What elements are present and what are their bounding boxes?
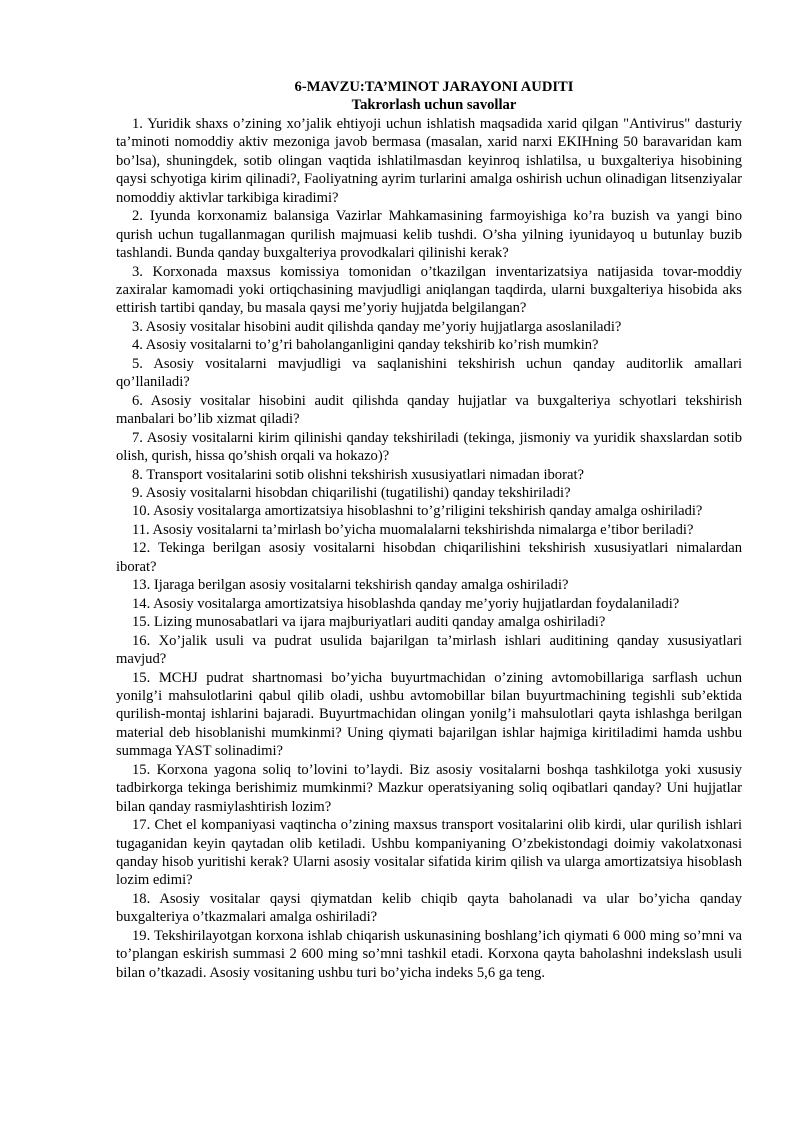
question-item <box>116 502 742 520</box>
question-text: Iyunda korxonamiz balansiga Vazirlar Mahkamasining farmoyishiga ko’ra buzish va yangi bino qurish uchun tugallanmagan qurilish majmuasi kelib tushdi. O’sha yilning iyunidayoq u butunlay buzib tashlandi. Bunda qanday buxgalteriya provodkalari qilinishi kerak? <box>116 208 742 262</box>
question-item <box>116 429 742 466</box>
question-text: Lizing munosabatlari va ijara majburiyatlari auditi qanday amalga oshiriladi? <box>153 614 606 631</box>
question-number: 15. <box>132 669 151 686</box>
question-number: 15. <box>132 614 151 631</box>
question-item <box>116 484 742 502</box>
question-number: 3. <box>132 318 143 335</box>
question-item <box>116 595 742 613</box>
question-number: 10. <box>132 503 151 520</box>
question-item <box>116 207 742 262</box>
question-number: 9. <box>132 484 143 501</box>
question-text: Asosiy vositalarni to’g’ri baholanganligini qanday tekshirib ko’rish mumkin? <box>145 337 599 354</box>
question-text: Yuridik shaxs o’zining xo’jalik ehtiyoji uchun ishlatish maqsadida xarid qilgan "Antivirus" dasturiy ta’minoti nomoddiy aktiv mezoniga javob bermasa (masalan, xarid narxi EKIHning 50 baravaridan kam bo’lsa), shuningdek, sotib olingan vaqtida ishlatilmasdan keyinroq ishlatilsa, u buxgalteriya hisobining qaysi schyotiga kirim qilinadi?, Faoliyatning ayrim turlarini amalga oshirish uchun olinadigan litsenziyalar nomoddiy aktivlar tarkibiga kiradimi? <box>116 115 743 206</box>
question-text: MCHJ pudrat shartnomasi bo’yicha buyurtmachidan o’zining avtomobillariga sarflash uchun yonilg’i mahsulotlarini qabul qilib oladi, ushbu avtomobillar bilan buyurtmachining tegishli sub’ektida qurilish-montaj ishlarini bajaradi. Buyurtmachidan olingan yonilg’i mahsulotlari qayta ishlashga berilgan material deb hisoblanishi mumkinmi? Uning qiymati bajarilgan ishlar hajmiga kiritiladimi hamda ushbu summaga YAST solinadimi? <box>116 669 742 760</box>
question-number: 7. <box>132 429 143 446</box>
question-item <box>116 576 742 594</box>
question-number: 6. <box>132 392 143 409</box>
question-number: 16. <box>132 632 151 649</box>
question-number: 1. <box>132 115 143 132</box>
question-text: Tekinga berilgan asosiy vositalarni hisobdan chiqarilishini tekshirish xususiyatlari nimalardan iborat? <box>116 540 742 575</box>
question-item <box>116 890 742 927</box>
question-text: Asosiy vositalar hisobini audit qilishda qanday hujjatlar va buxgalteriya schyotlari tekshirish manbalari bo’lib xizmat qiladi? <box>116 392 742 428</box>
question-text: Ijaraga berilgan asosiy vositalarni tekshirish qanday amalga oshiriladi? <box>153 577 569 594</box>
question-item <box>116 632 742 669</box>
question-number: 15. <box>132 761 151 778</box>
question-number: 12. <box>132 540 151 557</box>
question-number: 18. <box>132 890 151 907</box>
question-text: Chet el kompaniyasi vaqtincha o’zining maxsus transport vositalarini olib kirdi, ular qurilish ishlari tugaganidan keyin qaytadan olib ketiladi. Ushbu kompaniyaning O’zbekistondagi doimiy vakolatxonasi qanday hisob yuritishi kerak? Ularni asosiy vositalar sifatida kirim qilish va ularga amortizatsiya hisoblash lozim edimi? <box>116 817 742 889</box>
question-item <box>116 263 742 318</box>
question-text: Asosiy vositalar qaysi qiymatdan kelib chiqib qayta baholanadi va ular bo’yicha qanday buxgalteriya o’tkazmalari amalga oshiriladi? <box>116 890 742 926</box>
question-item <box>116 318 742 336</box>
question-text: Tekshirilayotgan korxona ishlab chiqarish uskunasining boshlang’ich qiymati 6 000 ming so’mni va to’plangan eskirish summasi 2 600 ming so’mni tashkil etadi. Korxona qayta baholashni indekslash usuli bilan o’tkazadi. Asosiy vositaning ushbu turi bo’yicha indeks 5,6 ga teng. <box>116 927 743 981</box>
question-item <box>116 466 742 484</box>
question-number: 17. <box>132 817 151 834</box>
question-text: Asosiy vositalarni hisobdan chiqarilishi (tugatilishi) qanday tekshiriladi? <box>145 484 571 501</box>
question-number: 5. <box>132 355 143 372</box>
question-number: 8. <box>132 466 143 483</box>
question-item <box>116 336 742 354</box>
question-item <box>116 392 742 429</box>
question-number: 4. <box>132 337 143 354</box>
question-item <box>116 669 742 761</box>
question-item <box>116 761 742 816</box>
document-subtitle: Takrorlash uchun savollar <box>351 97 517 114</box>
question-item <box>116 539 742 576</box>
question-text: Asosiy vositalarga amortizatsiya hisoblashni to’g’riligini tekshirish qanday amalga oshiriladi? <box>153 503 703 520</box>
question-item <box>116 927 742 982</box>
question-text: Korxonada maxsus komissiya tomonidan o’tkazilgan inventarizatsiya natijasida tovar-moddiy zaxiralar kamomadi yoki ortiqchasining mavjudligi aniqlangan taqdirda, ularni buxgalteriya hisobida aks ettirish tartibi qanday, bu masala qaysi me’yoriy hujjatda belgilangan? <box>116 263 742 317</box>
document-title: 6-MAVZU:TA’MINOT JARAYONI AUDITI <box>294 79 574 95</box>
question-text: Asosiy vositalarga amortizatsiya hisoblashda qanday me’yoriy hujjatlardan foydalaniladi? <box>153 595 680 612</box>
question-text: Asosiy vositalar hisobini audit qilishda qanday me’yoriy hujjatlarga asoslaniladi? <box>145 318 622 335</box>
question-item <box>116 816 742 890</box>
question-number: 13. <box>132 577 151 594</box>
question-number: 11. <box>132 521 150 538</box>
question-text: Asosiy vositalarni mavjudligi va saqlanishini tekshirish uchun qanday auditorlik amallari qo’llaniladi? <box>116 355 743 391</box>
question-text: Asosiy vositalarni ta’mirlash bo’yicha muomalalarni tekshirishda nimalarga e’tibor beriladi? <box>152 521 694 538</box>
question-number: 19. <box>132 927 151 944</box>
question-item <box>116 613 742 631</box>
question-number: 2. <box>132 208 143 225</box>
question-item <box>116 521 742 539</box>
question-text: Transport vositalarini sotib olishni tekshirish xususiyatlari nimadan iborat? <box>146 466 584 483</box>
question-list <box>116 115 742 982</box>
question-item <box>116 355 742 392</box>
document-content <box>116 78 742 982</box>
question-number: 14. <box>132 595 151 612</box>
question-text: Korxona yagona soliq to’lovini to’laydi. Biz asosiy vositalarni boshqa tashkilotga yoki xususiy tadbirkorga tekinga berishimiz mumkinmi? Mazkur operatsiyaning soliq oqibatlari qanday? Uni hujjatlar bilan qanday rasmiylashtirish lozim? <box>116 761 743 815</box>
question-item <box>116 115 742 207</box>
question-number: 3. <box>132 263 143 280</box>
question-text: Asosiy vositalarni kirim qilinishi qanday tekshiriladi (tekinga, jismoniy va yuridik shaxslardan sotib olish, qurish, hissa qo’shish orqali va hokazo)? <box>116 429 743 465</box>
question-text: Xo’jalik usuli va pudrat usulida bajarilgan ta’mirlash ishlari auditining qanday xususiyatlari mavjud? <box>116 632 743 668</box>
